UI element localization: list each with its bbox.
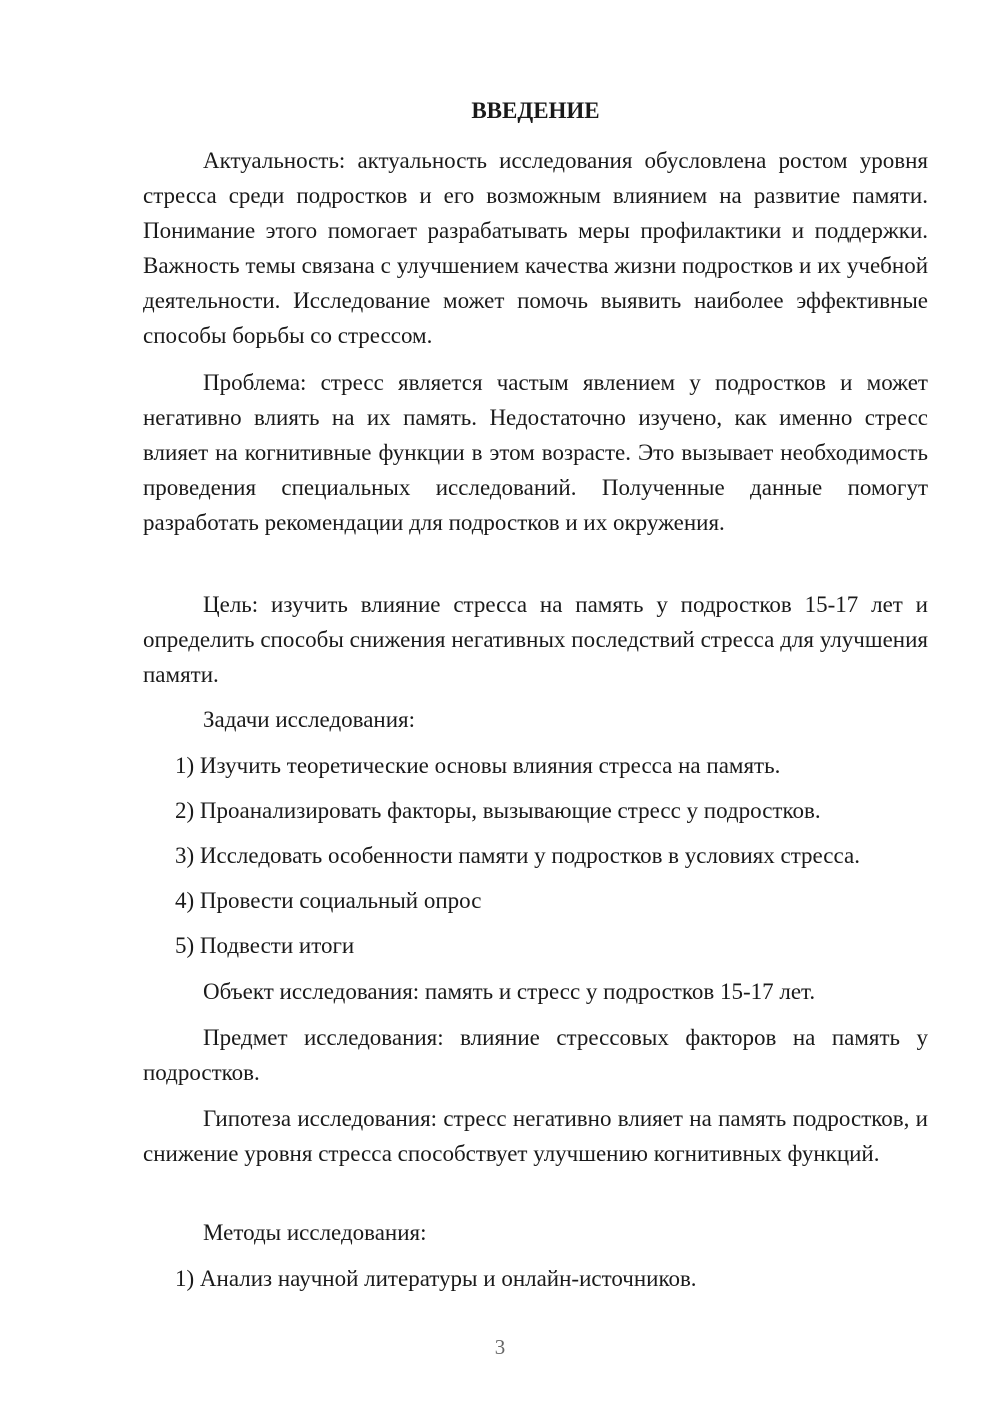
subject-paragraph: Предмет исследования: влияние стрессовых факторов на память у подростков. [143, 1025, 928, 1085]
problem-paragraph: Проблема: стресс является частым явлением у подростков и может негативно влиять на их память. Недостаточно изучено, как именно стресс влияет на когнитивные функции в этом возрасте. Это вызывает необходимость проведения специальных исследований. Полученные данные помогут разработать рекомендации для подростков и их окружения. [143, 370, 928, 535]
hypothesis-paragraph: Гипотеза исследования: стресс негативно влияет на память подростков, и снижение уровня стресса способствует улучшению когнитивных функций. [143, 1106, 928, 1166]
relevance-paragraph: Актуальность: актуальность исследования обусловлена ростом уровня стресса среди подростков и его возможным влиянием на развитие памяти. Понимание этого помогает разрабатывать меры профилактики и поддержки. Важность темы связана с улучшением качества жизни подростков и их учебной деятельности. Исследование может помочь выявить наиболее эффективные способы борьбы со стрессом. [143, 148, 928, 348]
page-number: 3 [494, 1335, 506, 1359]
task-item-2: 2) Проанализировать факторы, вызывающие стресс у подростков. [175, 798, 821, 823]
task-item-3: 3) Исследовать особенности памяти у подростков в условиях стресса. [175, 843, 860, 868]
task-item-1: 1) Изучить теоретические основы влияния стресса на память. [175, 753, 781, 778]
methods-heading: Методы исследования: [203, 1220, 427, 1245]
tasks-heading: Задачи исследования: [203, 707, 416, 732]
object-line: Объект исследования: память и стресс у подростков 15-17 лет. [203, 979, 816, 1004]
task-item-4: 4) Провести социальный опрос [175, 888, 482, 913]
method-item-1: 1) Анализ научной литературы и онлайн-источников. [175, 1266, 697, 1291]
task-item-5: 5) Подвести итоги [175, 933, 355, 958]
page-title: ВВЕДЕНИЕ [471, 98, 600, 123]
goal-paragraph: Цель: изучить влияние стресса на память у подростков 15-17 лет и определить способы снижения негативных последствий стресса для улучшения памяти. [143, 592, 928, 687]
